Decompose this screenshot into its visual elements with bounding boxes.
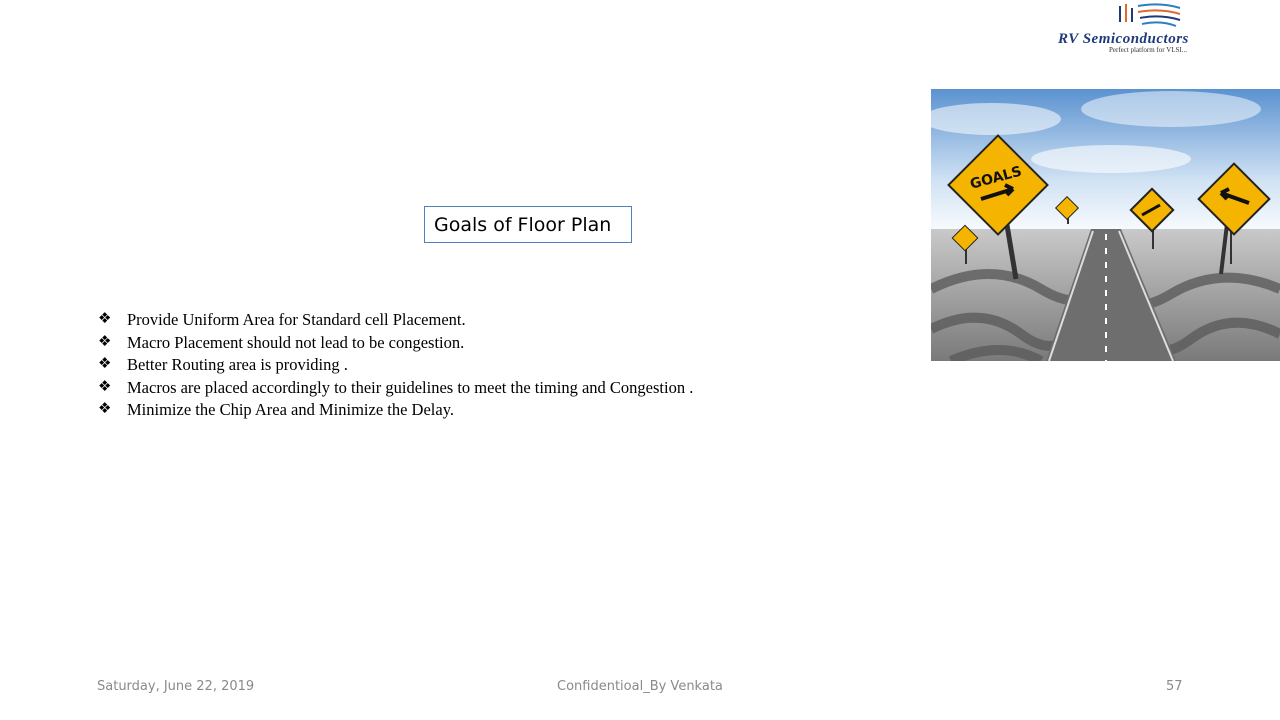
goals-road-photo: [931, 89, 1280, 361]
slide-number: 57: [1166, 679, 1183, 694]
logo-name: RV Semiconductors: [1058, 31, 1189, 47]
diamond-bullet-icon: ❖: [98, 309, 112, 327]
slide-title-box: [424, 206, 632, 243]
diamond-bullet-icon: ❖: [98, 376, 112, 395]
logo-tagline: Perfect platform for VLSI...: [1108, 46, 1187, 54]
footer-confidential: Confidentioal_By Venkata: [557, 679, 723, 694]
footer-date: Saturday, June 22, 2019: [97, 679, 255, 694]
diamond-bullet-icon: ❖: [98, 331, 112, 350]
slide-title: Goals of Floor Plan: [434, 214, 612, 236]
diamond-bullet-icon: ❖: [98, 354, 112, 373]
sign-goals-text: GOALS: [968, 163, 1024, 193]
diamond-bullet-icon: ❖: [98, 399, 112, 418]
